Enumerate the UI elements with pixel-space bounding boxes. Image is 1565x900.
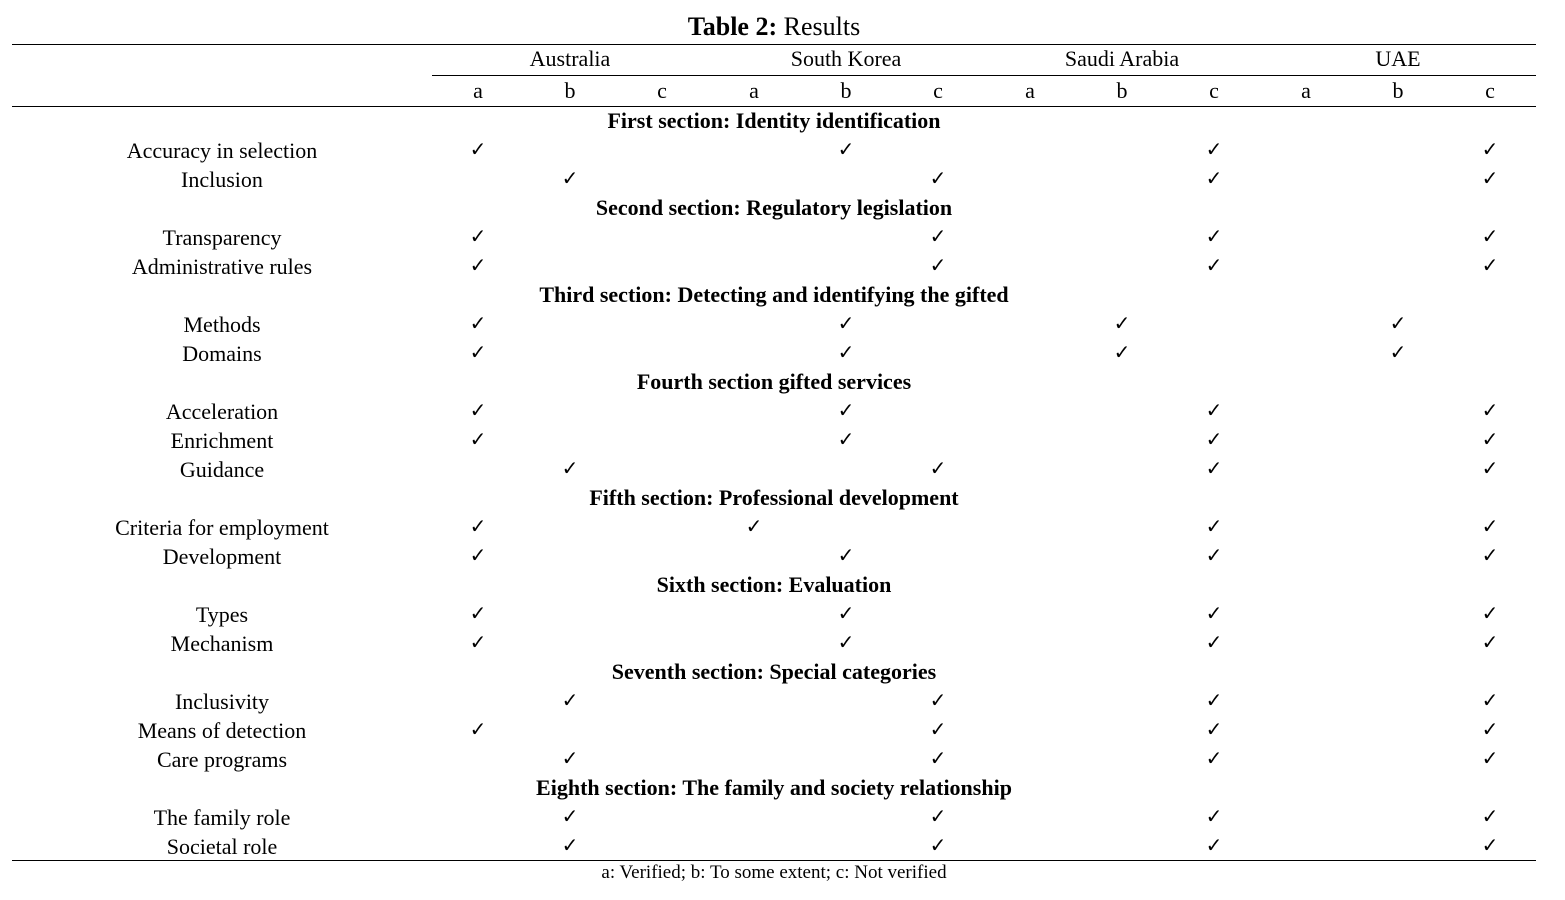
- section-title: Third section: Detecting and identifying the gifted: [539, 282, 1009, 307]
- table-caption: [0, 12, 1548, 42]
- check-mark: ✓: [929, 804, 947, 828]
- check-mark: ✓: [837, 398, 855, 422]
- check-mark: ✓: [469, 137, 487, 161]
- check-mark: ✓: [1481, 166, 1499, 190]
- check-mark: ✓: [745, 514, 763, 538]
- sub-column-header: b: [1392, 78, 1404, 103]
- sub-column-header: b: [564, 78, 576, 103]
- header-bottom-rule: [12, 106, 1536, 107]
- row-label: Means of detection: [137, 718, 307, 743]
- check-mark: ✓: [1481, 601, 1499, 625]
- check-mark: ✓: [561, 833, 579, 857]
- check-mark: ✓: [837, 311, 855, 335]
- sub-column-header: a: [1301, 78, 1311, 103]
- row-label: Types: [195, 602, 249, 627]
- sub-column-header: c: [1485, 78, 1495, 103]
- section-title: Fourth section gifted services: [636, 369, 912, 394]
- check-mark: ✓: [469, 630, 487, 654]
- sub-column-header: b: [840, 78, 852, 103]
- sub-column-header: b: [1116, 78, 1128, 103]
- check-mark: ✓: [929, 253, 947, 277]
- section-title: First section: Identity identification: [607, 108, 941, 133]
- check-mark: ✓: [837, 601, 855, 625]
- row-label: Development: [162, 544, 282, 569]
- check-mark: ✓: [1205, 166, 1223, 190]
- check-mark: ✓: [469, 514, 487, 538]
- sub-column-header: a: [1025, 78, 1035, 103]
- row-label: Methods: [183, 312, 261, 337]
- row-label: Inclusion: [181, 167, 263, 192]
- check-mark: ✓: [929, 717, 947, 741]
- row-label: Acceleration: [165, 399, 279, 424]
- country-header: South Korea: [790, 46, 902, 71]
- check-mark: ✓: [1205, 514, 1223, 538]
- check-mark: ✓: [1481, 630, 1499, 654]
- check-mark: ✓: [1481, 717, 1499, 741]
- check-mark: ✓: [1113, 340, 1131, 364]
- row-label: Administrative rules: [131, 254, 313, 279]
- row-label: Domains: [182, 341, 262, 366]
- check-mark: ✓: [1481, 804, 1499, 828]
- check-mark: ✓: [561, 746, 579, 770]
- check-mark: ✓: [837, 427, 855, 451]
- check-mark: ✓: [1481, 137, 1499, 161]
- check-mark: ✓: [837, 137, 855, 161]
- section-title: Second section: Regulatory legislation: [595, 195, 953, 220]
- top-rule: [12, 44, 1536, 45]
- check-mark: ✓: [469, 398, 487, 422]
- check-mark: ✓: [469, 427, 487, 451]
- check-mark: ✓: [1205, 224, 1223, 248]
- sub-column-header: c: [1209, 78, 1219, 103]
- check-mark: ✓: [1481, 224, 1499, 248]
- sub-column-header: c: [657, 78, 667, 103]
- check-mark: ✓: [1389, 311, 1407, 335]
- row-label: Care programs: [156, 747, 288, 772]
- check-mark: ✓: [1205, 398, 1223, 422]
- check-mark: ✓: [561, 688, 579, 712]
- check-mark: ✓: [1205, 746, 1223, 770]
- check-mark: ✓: [1205, 717, 1223, 741]
- check-mark: ✓: [469, 717, 487, 741]
- check-mark: ✓: [1481, 398, 1499, 422]
- check-mark: ✓: [469, 601, 487, 625]
- check-mark: ✓: [1481, 514, 1499, 538]
- country-header: Saudi Arabia: [1064, 46, 1180, 71]
- check-mark: ✓: [1113, 311, 1131, 335]
- row-label: The family role: [153, 805, 291, 830]
- caption-label: Table 2:: [687, 12, 778, 41]
- check-mark: ✓: [1205, 427, 1223, 451]
- check-mark: ✓: [561, 456, 579, 480]
- check-mark: ✓: [1389, 340, 1407, 364]
- check-mark: ✓: [1481, 456, 1499, 480]
- check-mark: ✓: [1205, 543, 1223, 567]
- check-mark: ✓: [1481, 253, 1499, 277]
- table-footnote: a: Verified; b: To some extent; c: Not verified: [601, 862, 947, 883]
- row-label: Accuracy in selection: [126, 138, 318, 163]
- check-mark: ✓: [1481, 833, 1499, 857]
- country-rule: [432, 75, 1536, 76]
- sub-column-header: a: [749, 78, 759, 103]
- check-mark: ✓: [929, 746, 947, 770]
- check-mark: ✓: [561, 166, 579, 190]
- check-mark: ✓: [837, 340, 855, 364]
- check-mark: ✓: [1205, 601, 1223, 625]
- country-header: UAE: [1375, 46, 1421, 71]
- check-mark: ✓: [1205, 833, 1223, 857]
- sub-column-header: c: [933, 78, 943, 103]
- check-mark: ✓: [1481, 746, 1499, 770]
- check-mark: ✓: [1205, 253, 1223, 277]
- row-label: Criteria for employment: [115, 515, 329, 540]
- check-mark: ✓: [469, 543, 487, 567]
- check-mark: ✓: [1481, 427, 1499, 451]
- check-mark: ✓: [469, 311, 487, 335]
- section-title: Seventh section: Special categories: [611, 659, 937, 684]
- row-label: Inclusivity: [174, 689, 270, 714]
- check-mark: ✓: [837, 543, 855, 567]
- check-mark: ✓: [1205, 137, 1223, 161]
- check-mark: ✓: [1205, 456, 1223, 480]
- check-mark: ✓: [1481, 543, 1499, 567]
- country-header: Australia: [529, 46, 611, 71]
- row-label: Transparency: [162, 225, 282, 250]
- check-mark: ✓: [929, 224, 947, 248]
- check-mark: ✓: [1205, 804, 1223, 828]
- row-label: Guidance: [179, 457, 265, 482]
- check-mark: ✓: [929, 166, 947, 190]
- check-mark: ✓: [929, 688, 947, 712]
- check-mark: ✓: [929, 456, 947, 480]
- section-title: Fifth section: Professional development: [589, 485, 959, 510]
- row-label: Societal role: [166, 834, 278, 859]
- check-mark: ✓: [469, 224, 487, 248]
- check-mark: ✓: [929, 833, 947, 857]
- row-label: Enrichment: [170, 428, 274, 453]
- check-mark: ✓: [1205, 630, 1223, 654]
- sub-column-header: a: [473, 78, 483, 103]
- bottom-rule: [12, 860, 1536, 861]
- check-mark: ✓: [837, 630, 855, 654]
- section-title: Sixth section: Evaluation: [656, 572, 892, 597]
- check-mark: ✓: [1481, 688, 1499, 712]
- check-mark: ✓: [561, 804, 579, 828]
- check-mark: ✓: [469, 340, 487, 364]
- row-label: Mechanism: [170, 631, 274, 656]
- section-title: Eighth section: The family and society relationship: [536, 775, 1012, 800]
- check-mark: ✓: [469, 253, 487, 277]
- check-mark: ✓: [1205, 688, 1223, 712]
- caption-text: Results: [783, 12, 861, 41]
